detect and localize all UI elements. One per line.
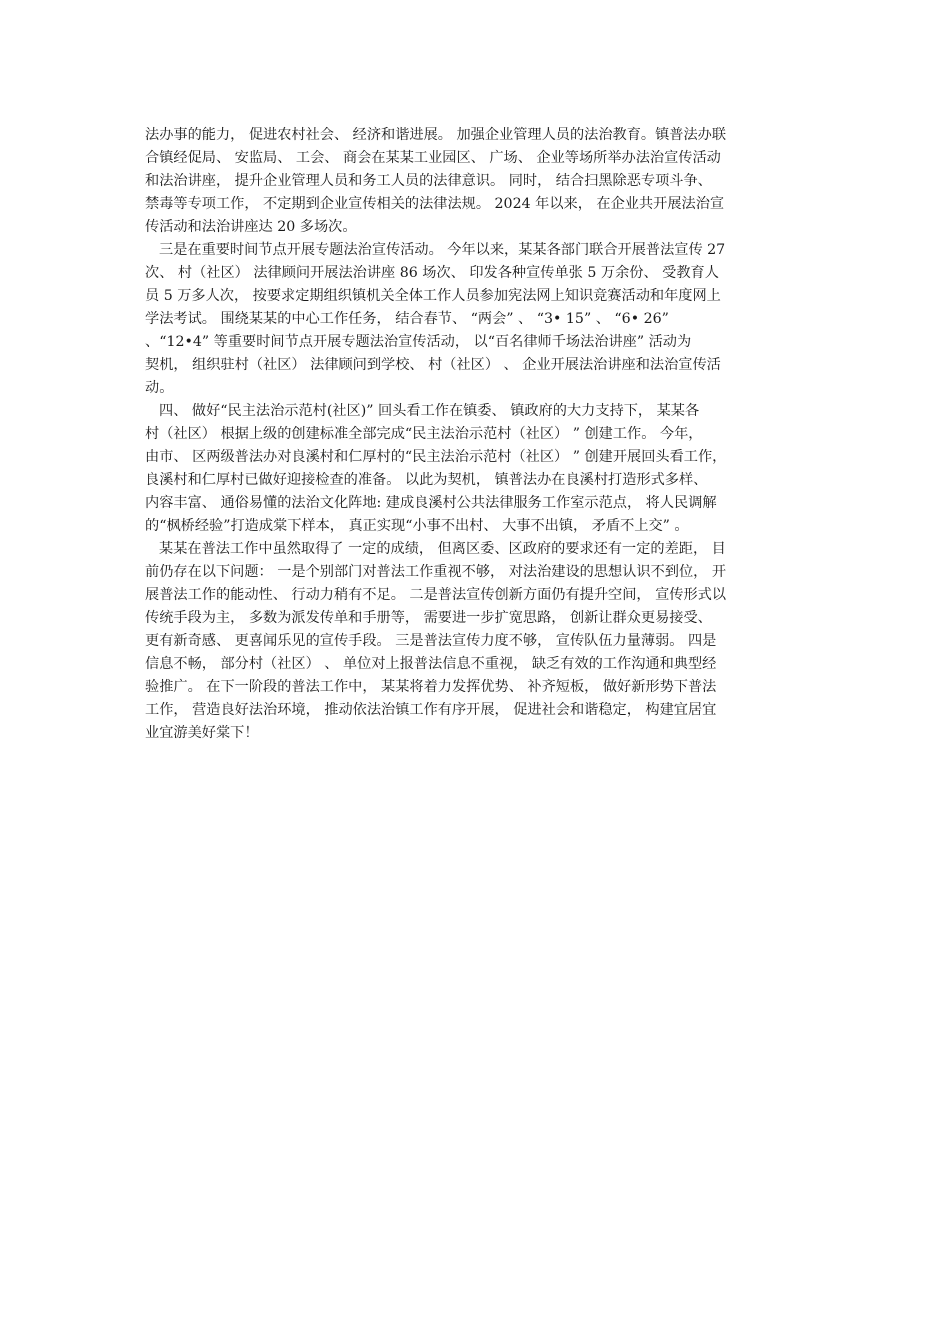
text-line: 传活动和法治讲座达 20 多场次。: [145, 219, 357, 235]
text-line: 良溪村和仁厚村已做好迎接检查的准备。 以此为契机， 镇普法办在良溪村打造形式多样、: [145, 472, 708, 488]
text-line: 和法治讲座， 提升企业管理人员和务工人员的法律意识。 同时， 结合扫黑除恶专项斗争、: [145, 173, 712, 189]
text-line: 业宜游美好棠下！: [145, 725, 259, 741]
text-line: 员 5 万多人次， 按要求定期组织镇机关全体工作人员参加宪法网上知识竞赛活动和年度网上: [145, 288, 721, 304]
text-line: 村（社区） 根据上级的创建标准全部完成“民主法治示范村（社区） ” 创建工作。 今年，: [145, 426, 703, 442]
text-line: 验推广。 在下一阶段的普法工作中， 某某将着力发挥优势、 补齐短板， 做好新形势下普法: [145, 679, 717, 695]
text-line: 信息不畅， 部分村（社区） 、 单位对上报普法信息不重视， 缺乏有效的工作沟通和典型经: [145, 656, 717, 672]
text-line: 三是在重要时间节点开展专题法治宣传活动。 今年以来，某某各部门联合开展普法宣传 27: [159, 242, 726, 258]
text-line: 次、 村（社区） 法律顾问开展法治讲座 86 场次、 印发各种宣传单张 5 万余份、 受教育人: [145, 265, 719, 281]
text-line: 工作， 营造良好法治环境， 推动依法治镇工作有序开展， 促进社会和谐稳定， 构建宜居宜: [145, 702, 717, 718]
document-body: [145, 124, 817, 745]
text-line: 由市、 区两级普法办对良溪村和仁厚村的“民主法治示范村（社区） ” 创建开展回头看工作，: [145, 449, 727, 465]
text-line: 合镇经促局、 安监局、 工会、 商会在某某工业园区、 广场、 企业等场所举办法治宣传活动: [145, 150, 721, 166]
text-line: 法办事的能力， 促进农村社会、 经济和谐进展。 加强企业管理人员的法治教育。镇普法办联: [145, 127, 727, 143]
text-line: 某某在普法工作中虽然取得了 一定的成绩， 但离区委、区政府的要求还有一定的差距， 目: [159, 541, 726, 557]
text-line: 动。: [145, 380, 174, 396]
text-line: 、“12•4” 等重要时间节点开展专题法治宣传活动， 以“百名律师千场法治讲座” 活动为: [145, 334, 692, 350]
text-line: 禁毒等专项工作， 不定期到企业宣传相关的法律法规。 2024 年以来， 在企业共开展法治宣: [145, 196, 725, 212]
text-line: 展普法工作的能动性、 行动力稍有不足。 二是普法宣传创新方面仍有提升空间， 宣传形式以: [145, 587, 727, 603]
text-line: 四、 做好“民主法治示范村(社区)” 回头看工作在镇委、 镇政府的大力支持下， 某某各: [159, 403, 700, 419]
text-line: 更有新奇感、 更喜闻乐见的宣传手段。 三是普法宣传力度不够， 宣传队伍力量薄弱。 四是: [145, 633, 717, 649]
text-line: 前仍存在以下问题： 一是个别部门对普法工作重视不够， 对法治建设的思想认识不到位， 开: [145, 564, 727, 580]
text-line: 契机， 组织驻村（社区） 法律顾问到学校、 村（社区） 、 企业开展法治讲座和法治宣传活: [145, 357, 721, 373]
text-line: 的“枫桥经验”打造成棠下样本， 真正实现“小事不出村、 大事不出镇， 矛盾不上交” 。: [145, 518, 689, 534]
text-line: 传统手段为主， 多数为派发传单和手册等， 需要进一步扩宽思路， 创新让群众更易接受、: [145, 610, 712, 626]
text-line: 内容丰富、 通俗易懂的法治文化阵地: 建成良溪村公共法律服务工作室示范点， 将人民调解: [145, 495, 717, 511]
text-line: 学法考试。 围绕某某的中心工作任务， 结合春节、 “两会” 、 “3• 15” 、 “6• 26”: [145, 311, 669, 327]
